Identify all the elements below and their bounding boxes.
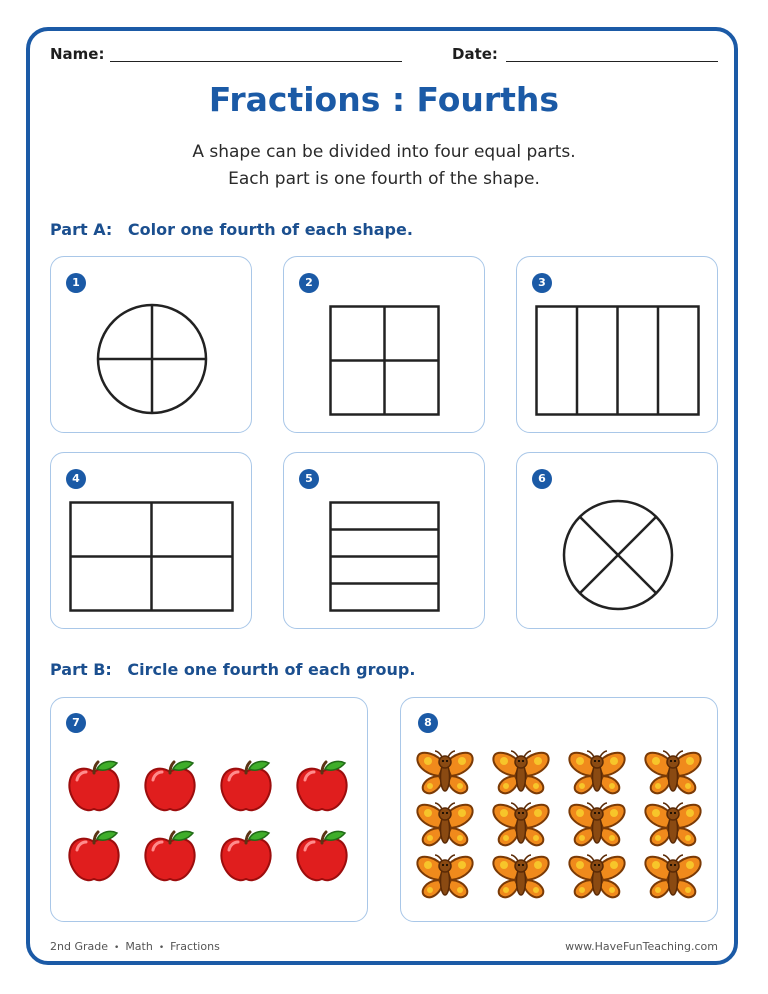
problem-number-1: 1: [66, 273, 86, 293]
problem-card-5[interactable]: [283, 452, 485, 629]
name-line[interactable]: [110, 61, 402, 62]
footer-subject: Math: [125, 940, 153, 953]
apple-icon[interactable]: [297, 761, 346, 810]
butterfly-icon[interactable]: [493, 803, 548, 845]
horizontal-strips-shape[interactable]: [329, 501, 441, 613]
name-label: Name:: [50, 45, 105, 63]
footer-topic: Fractions: [170, 940, 220, 953]
footer-separator: •: [114, 943, 120, 953]
part-b-instruction: Circle one fourth of each group.: [127, 660, 416, 679]
butterfly-group: [415, 750, 705, 900]
problem-card-2[interactable]: [283, 256, 485, 433]
butterfly-icon[interactable]: [417, 855, 472, 897]
problem-number-8: 8: [418, 713, 438, 733]
problem-number-7: 7: [66, 713, 86, 733]
problem-number-5: 5: [299, 469, 319, 489]
intro-line-2: Each part is one fourth of the shape.: [228, 169, 540, 189]
problem-card-6[interactable]: [516, 452, 718, 629]
intro-line-1: A shape can be divided into four equal parts.: [192, 142, 576, 162]
rectangle-fourths-shape[interactable]: [69, 501, 235, 613]
circle-fourths-shape[interactable]: [95, 302, 209, 416]
apple-icon[interactable]: [69, 831, 118, 880]
problem-card-8[interactable]: [400, 697, 718, 922]
part-a-instruction: Color one fourth of each shape.: [127, 220, 413, 239]
part-a-heading: [50, 220, 413, 239]
apple-icon[interactable]: [221, 831, 270, 880]
circle-x-fourths-shape[interactable]: [561, 498, 675, 612]
butterfly-icon[interactable]: [645, 803, 700, 845]
vertical-strips-shape[interactable]: [535, 305, 701, 417]
apple-icon[interactable]: [145, 761, 194, 810]
apple-icon[interactable]: [221, 761, 270, 810]
problem-number-6: 6: [532, 469, 552, 489]
apple-group: [65, 760, 355, 890]
butterfly-icon[interactable]: [645, 855, 700, 897]
butterfly-icon[interactable]: [417, 803, 472, 845]
footer-website[interactable]: www.HaveFunTeaching.com: [565, 940, 718, 953]
butterfly-icon[interactable]: [417, 751, 472, 793]
problem-card-7[interactable]: [50, 697, 368, 922]
problem-number-2: 2: [299, 273, 319, 293]
problem-number-3: 3: [532, 273, 552, 293]
butterfly-icon[interactable]: [493, 855, 548, 897]
problem-number-4: 4: [66, 469, 86, 489]
square-fourths-shape[interactable]: [329, 305, 441, 417]
problem-card-1[interactable]: [50, 256, 252, 433]
footer-grade: 2nd Grade: [50, 940, 108, 953]
date-line[interactable]: [506, 61, 718, 62]
apple-icon[interactable]: [69, 761, 118, 810]
butterfly-icon[interactable]: [569, 855, 624, 897]
part-b-tag: Part B:: [50, 660, 112, 679]
part-a-tag: Part A:: [50, 220, 113, 239]
footer-breadcrumb: [50, 940, 220, 953]
butterfly-icon[interactable]: [645, 751, 700, 793]
part-b-heading: [50, 660, 415, 679]
problem-card-3[interactable]: [516, 256, 718, 433]
butterfly-icon[interactable]: [569, 751, 624, 793]
page-title: Fractions : Fourths: [208, 80, 560, 119]
butterfly-icon[interactable]: [569, 803, 624, 845]
apple-icon[interactable]: [145, 831, 194, 880]
footer-separator: •: [158, 943, 165, 953]
apple-icon[interactable]: [297, 831, 346, 880]
date-label: Date:: [452, 45, 498, 63]
butterfly-icon[interactable]: [493, 751, 548, 793]
problem-card-4[interactable]: [50, 452, 252, 629]
